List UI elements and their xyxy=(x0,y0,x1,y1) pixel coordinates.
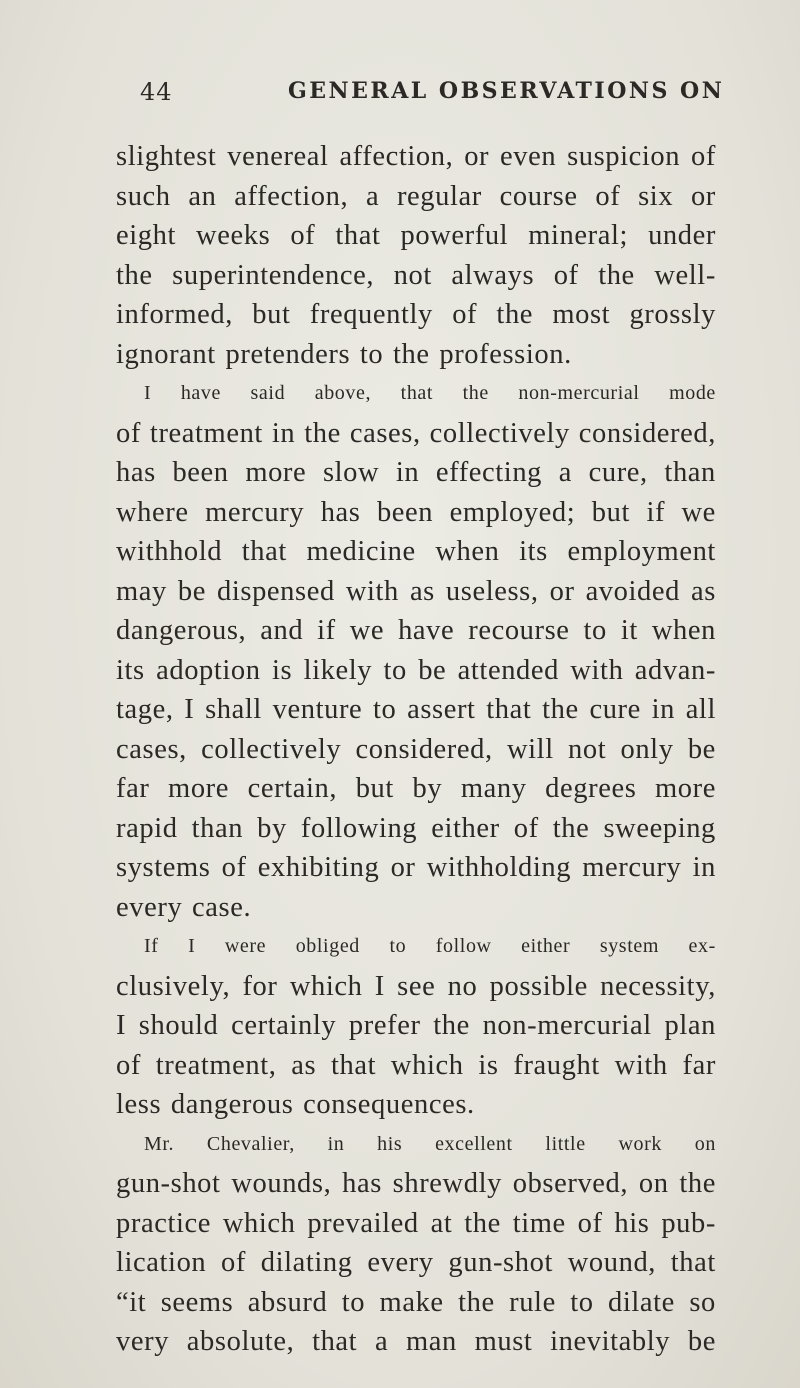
text-line: cases, collectively considered, will not only be xyxy=(116,733,716,765)
text-line: the superintendence, not always of the well- xyxy=(116,259,716,291)
text-line: where mercury has been employed; but if we xyxy=(116,496,716,528)
text-line: lication of dilating every gun-shot wound, that xyxy=(116,1247,716,1278)
text-line: every case. xyxy=(116,891,252,923)
text-line: far more certain, but by many degrees more xyxy=(116,773,716,804)
text-line: I should certainly prefer the non-mercurial plan xyxy=(116,1010,716,1041)
page-number: 44 xyxy=(140,78,173,106)
text-line: its adoption is likely to be attended with advan- xyxy=(116,654,716,686)
paragraph-start: I have said above, that the non-mercurial mode xyxy=(144,382,716,404)
running-title: GENERAL OBSERVATIONS ON xyxy=(288,78,725,104)
text-line: slightest venereal affection, or even suspicion of xyxy=(116,141,716,172)
text-line: practice which prevailed at the time of his pub- xyxy=(116,1207,716,1239)
text-line: systems of exhibiting or withholding mercury in xyxy=(116,852,716,883)
paragraph-start: Mr. Chevalier, in his excellent little work on xyxy=(144,1132,716,1155)
text-line: very absolute, that a man must inevitably be xyxy=(116,1326,716,1357)
text-line: of treatment, as that which is fraught with far xyxy=(116,1049,716,1081)
text-line: withhold that medicine when its employment xyxy=(116,536,716,567)
text-line: tage, I shall venture to assert that the cure in all xyxy=(116,694,716,725)
paragraph-start: If I were obliged to follow either system ex- xyxy=(144,935,716,957)
page-header xyxy=(140,78,760,118)
text-line: ignorant pretenders to the profession. xyxy=(116,338,572,370)
text-line: informed, but frequently of the most grossly xyxy=(116,299,716,330)
text-line: has been more slow in effecting a cure, than xyxy=(116,457,716,488)
text-line: eight weeks of that powerful mineral; under xyxy=(116,220,716,251)
body-text xyxy=(116,137,716,1362)
text-line: dangerous, and if we have recourse to it when xyxy=(116,615,716,646)
text-line: of treatment in the cases, collectively considered, xyxy=(116,417,716,449)
text-line: rapid than by following either of the sweeping xyxy=(116,812,716,844)
text-line: gun-shot wounds, has shrewdly observed, on the xyxy=(116,1168,716,1199)
text-line: clusively, for which I see no possible necessity, xyxy=(116,970,716,1002)
text-line: such an affection, a regular course of six or xyxy=(116,180,716,212)
text-line: may be dispensed with as useless, or avoided as xyxy=(116,575,716,607)
text-line: “it seems absurd to make the rule to dilate so xyxy=(116,1286,716,1318)
text-line: less dangerous consequences. xyxy=(116,1089,475,1120)
